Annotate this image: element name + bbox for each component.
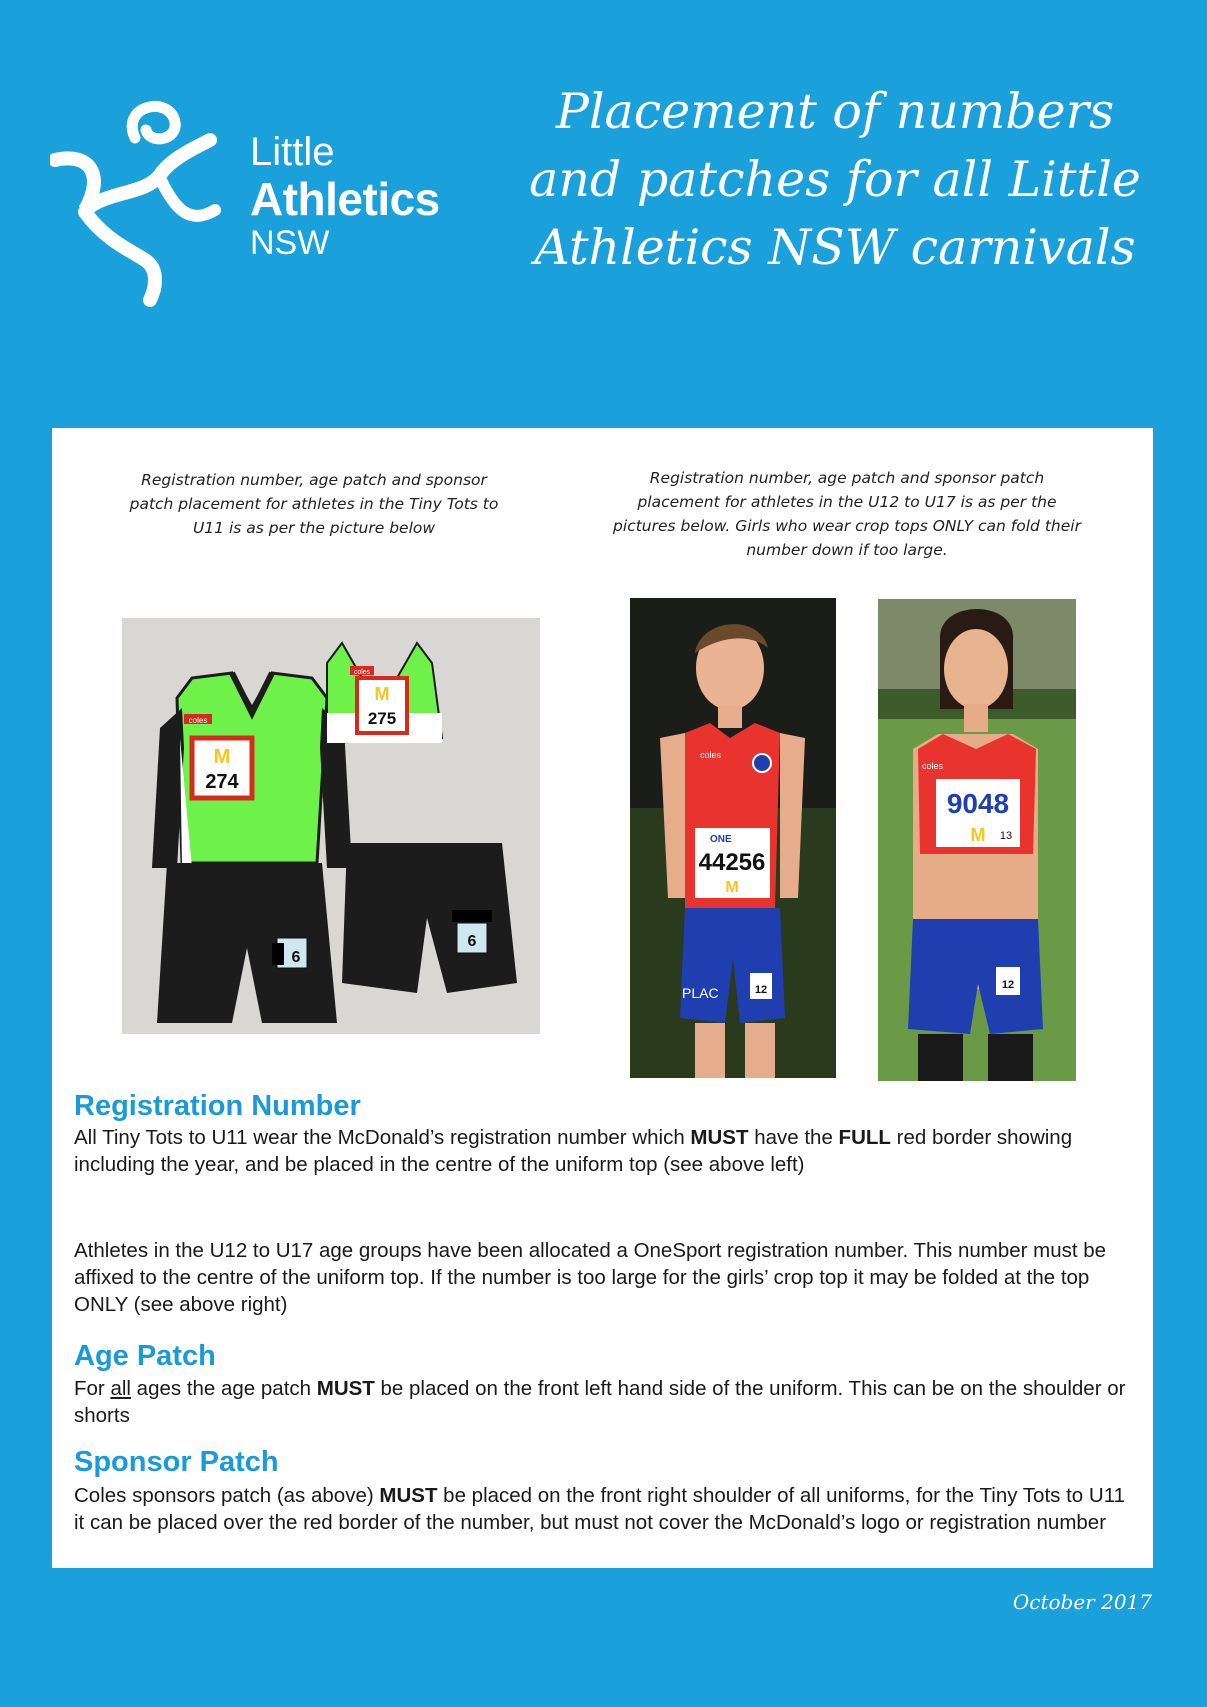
age-patch-left: 6 (291, 949, 301, 966)
caption-right: Registration number, age patch and sponsor patch placement for athletes in the U12 to U17 is as per the pictures below. Girls who wear crop tops ONLY can fold their number down if too large. (613, 469, 1081, 559)
sponsor-p-text-c: be placed on the front right shoulder of all uniforms, for the Tiny Tots to U11 it can be placed over the red border of the number, but must not cover the McDonald’s logo or registration number (74, 1484, 1125, 1534)
coles-label-left: coles (188, 716, 208, 725)
registration-p1-text-e: red border showing including the year, and be placed in the centre of the uniform top (see above left) (74, 1126, 1073, 1176)
girl-age-patch: 12 (1001, 979, 1015, 991)
content-panel (52, 428, 1153, 1568)
logo-line-athletics: Athletics (250, 173, 440, 225)
runner-ribbon-logo-icon (50, 100, 250, 310)
age-patch-paragraph (74, 1375, 1134, 1429)
bib-275: 275 (367, 709, 397, 728)
age-p-all: all (110, 1377, 131, 1400)
age-patch-right: 6 (467, 933, 477, 950)
girl-bib-code: 13 (999, 830, 1013, 842)
boy-coles-label: coles (700, 750, 722, 760)
girl-athlete-photo (878, 599, 1076, 1081)
sponsor-patch-paragraph (74, 1482, 1134, 1536)
svg-text:M: M (970, 825, 986, 845)
svg-text:M: M (725, 879, 739, 896)
registration-p1-text-a: All Tiny Tots to U11 wear the McDonald’s registration number which (74, 1126, 691, 1149)
sponsor-p-must: MUST (379, 1484, 438, 1507)
coles-label-right: coles (353, 669, 371, 676)
age-p-text-a: For (74, 1377, 111, 1400)
uniforms-photo (122, 618, 540, 1034)
caption-left: Registration number, age patch and sponsor patch placement for athletes in the Tiny Tots to U11 is as per the picture below (129, 471, 499, 537)
title-line-2: and patches for all Little (529, 151, 1141, 208)
boy-age-patch: 12 (754, 984, 768, 996)
age-p-must: MUST (316, 1377, 375, 1400)
age-p-text-e: be placed on the front left hand side of the uniform. This can be on the shoulder or shorts (74, 1377, 1126, 1427)
boy-onesport-text: ONE (710, 834, 732, 845)
logo-line-little: Little (250, 130, 335, 174)
page-title (495, 78, 1175, 282)
girl-coles-label: coles (922, 761, 944, 771)
svg-text:M: M (213, 746, 231, 768)
title-line-1: Placement of numbers (555, 83, 1115, 140)
registration-paragraph-2: Athletes in the U12 to U17 age groups have been allocated a OneSport registration number. This number must be affixed to the centre of the uniform top. If the number is too large for the girls’ crop top it may be folded at the top ONLY (see above right) (74, 1239, 1107, 1316)
uniforms-illustration (122, 618, 540, 1034)
boy-bib-number: 44256 (698, 849, 766, 876)
footer-date: October 2017 (1012, 1590, 1152, 1614)
boy-shorts-text: PLAC (682, 985, 719, 1001)
logo-line-nsw: NSW (250, 224, 330, 262)
age-patch-heading: Age Patch (74, 1340, 216, 1372)
little-athletics-logo (50, 100, 480, 310)
title-line-3: Athletics NSW carnivals (534, 219, 1136, 276)
boy-athlete-illustration (630, 598, 836, 1078)
registration-p1-must: MUST (690, 1126, 749, 1149)
boy-athlete-photo (630, 598, 836, 1078)
girl-bib-number: 9048 (946, 788, 1010, 819)
registration-heading: Registration Number (74, 1090, 361, 1122)
logo-wordmark (250, 132, 440, 260)
girl-athlete-illustration (878, 599, 1076, 1081)
svg-text:M: M (374, 684, 390, 704)
age-p-text-c: ages the age patch (130, 1377, 317, 1400)
registration-p1-text-c: have the (748, 1126, 839, 1149)
sponsor-patch-heading: Sponsor Patch (74, 1446, 279, 1478)
bib-274: 274 (205, 771, 239, 793)
registration-p1-full: FULL (838, 1126, 891, 1149)
sponsor-p-text-a: Coles sponsors patch (as above) (74, 1484, 380, 1507)
registration-paragraph-1 (74, 1124, 1134, 1178)
